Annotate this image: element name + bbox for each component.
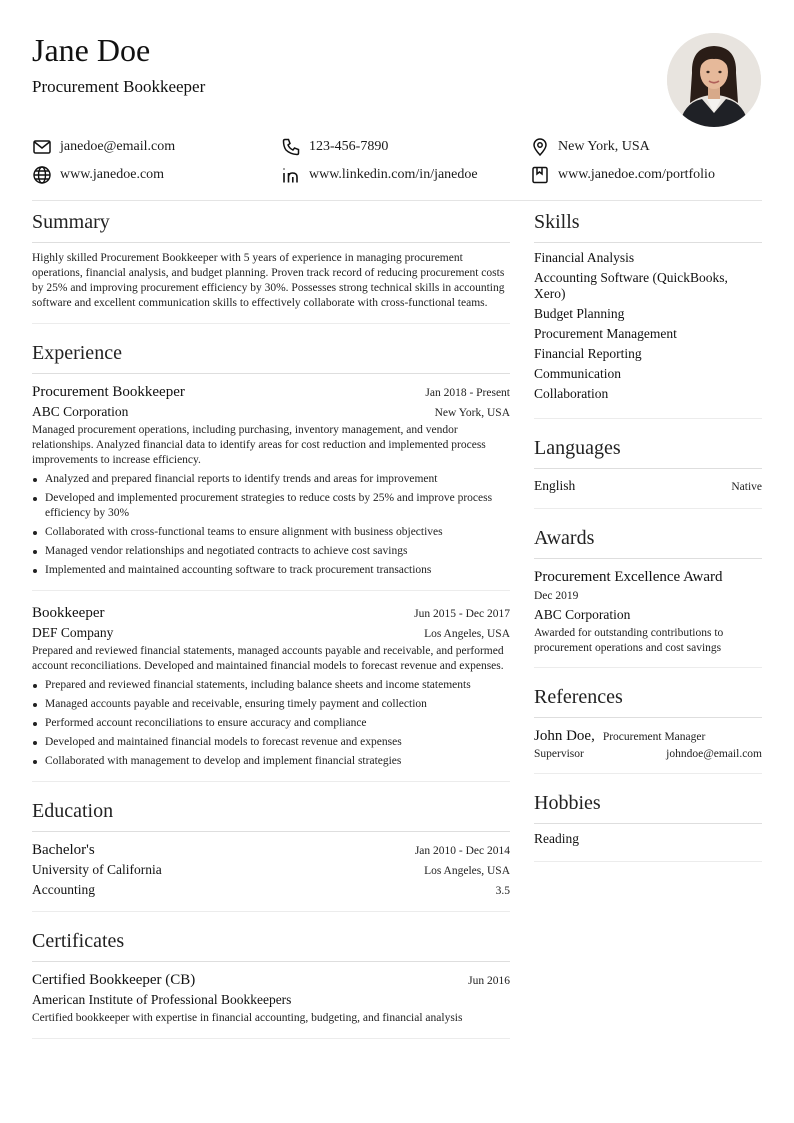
job-bullet: Analyzed and prepared financial reports to identify trends and areas for improvement <box>32 472 510 487</box>
linkedin-text: www.linkedin.com/in/janedoe <box>309 167 478 182</box>
skills-section <box>534 207 762 419</box>
summary-section <box>32 207 510 324</box>
certificates-section <box>32 926 510 1039</box>
globe-icon <box>32 165 52 185</box>
award-issuer: ABC Corporation <box>534 607 631 622</box>
job-entry <box>32 595 510 782</box>
job-bullet: Collaborated with management to develop and implement financial strategies <box>32 754 510 769</box>
header-divider <box>32 200 762 201</box>
references-section <box>534 682 762 774</box>
hobbies-list <box>534 824 762 861</box>
contact-phone[interactable] <box>281 137 388 157</box>
phone-text: 123-456-7890 <box>309 139 389 154</box>
skills-list <box>534 243 762 418</box>
reference-position: Procurement Manager <box>602 731 706 743</box>
job-role: Bookkeeper <box>32 605 105 621</box>
website-text: www.janedoe.com <box>60 167 165 182</box>
profile-photo-illustration <box>667 33 761 127</box>
language-level: Native <box>731 481 762 493</box>
skill-item: Procurement Management <box>534 326 677 341</box>
education-location: Los Angeles, USA <box>424 865 510 877</box>
certificates-heading: Certificates <box>32 926 510 962</box>
experience-heading: Experience <box>32 338 510 374</box>
degree: Bachelor's <box>32 842 95 858</box>
contact-info <box>32 135 762 189</box>
awards-heading: Awards <box>534 523 762 559</box>
job-bullets <box>32 678 510 781</box>
certificate-issuer: American Institute of Professional Bookkeepers <box>32 992 292 1007</box>
hobbies-heading: Hobbies <box>534 788 762 824</box>
left-column <box>32 207 510 1039</box>
contact-website[interactable] <box>32 165 164 185</box>
job-bullet: Managed vendor relationships and negotiated contracts to achieve cost savings <box>32 544 510 559</box>
job-bullet: Developed and implemented procurement strategies to reduce costs by 25% and improve process efficiency by 30% <box>32 491 510 521</box>
summary-text: Highly skilled Procurement Bookkeeper with 5 years of experience in managing procurement operations, financial analysis, and budget planning. Proven track record of reducing procurement costs by 25% and improving procurement efficiency by 30%. Possesses strong technical skills in accounting software and excellent communication skills to effectively collaborate with cross-functional teams. <box>32 252 505 309</box>
portfolio-icon <box>530 165 550 185</box>
job-bullet: Developed and maintained financial models to forecast revenue and expenses <box>32 735 510 750</box>
contact-location <box>530 137 650 157</box>
job-company: ABC Corporation <box>32 404 129 419</box>
school: University of California <box>32 862 162 877</box>
hobby-item: Reading <box>534 831 579 846</box>
phone-icon <box>281 137 301 157</box>
job-bullet: Performed account reconciliations to ensure accuracy and compliance <box>32 716 510 731</box>
contact-portfolio[interactable] <box>530 165 715 185</box>
certificate-description: Certified bookkeeper with expertise in financial accounting, budgeting, and financial analysis <box>32 1012 463 1024</box>
education-section <box>32 796 510 912</box>
awards-section <box>534 523 762 668</box>
languages-section <box>534 433 762 509</box>
job-dates: Jun 2015 - Dec 2017 <box>414 608 510 620</box>
experience-section <box>32 338 510 782</box>
references-heading: References <box>534 682 762 718</box>
skill-item: Communication <box>534 366 621 381</box>
award-name: Procurement Excellence Award <box>534 569 723 585</box>
field-of-study: Accounting <box>32 882 95 897</box>
job-bullet: Managed accounts payable and receivable, ensuring timely payment and collection <box>32 697 510 712</box>
job-location: New York, USA <box>434 407 510 419</box>
job-bullets <box>32 472 510 590</box>
reference-email[interactable]: johndoe@email.com <box>666 748 762 760</box>
job-bullet: Collaborated with cross-functional teams to ensure alignment with business objectives <box>32 525 510 540</box>
languages-heading: Languages <box>534 433 762 469</box>
portfolio-text: www.janedoe.com/portfolio <box>558 167 715 182</box>
reference-entry <box>534 718 762 773</box>
location-text: New York, USA <box>558 139 650 154</box>
skill-item: Financial Analysis <box>534 250 635 265</box>
education-heading: Education <box>32 796 510 832</box>
job-dates: Jan 2018 - Present <box>425 387 510 399</box>
skill-item: Budget Planning <box>534 306 625 321</box>
skills-heading: Skills <box>534 207 762 243</box>
skill-item: Financial Reporting <box>534 346 642 361</box>
job-role: Procurement Bookkeeper <box>32 384 185 400</box>
education-entry <box>32 832 510 911</box>
language-name: English <box>534 478 576 493</box>
certificate-date: Jun 2016 <box>468 975 510 987</box>
award-description: Awarded for outstanding contributions to procurement operations and cost savings <box>534 627 724 654</box>
candidate-name: Jane Doe <box>32 32 151 68</box>
linkedin-icon <box>281 165 301 185</box>
gpa: 3.5 <box>495 885 510 897</box>
job-location: Los Angeles, USA <box>424 628 510 640</box>
job-description: Prepared and reviewed financial statements, managed accounts payable and receivable, and performed account reconciliations. Developed and maintained financial models to forecast revenue and expenses. <box>32 645 504 672</box>
language-entry <box>534 469 762 508</box>
award-entry <box>534 559 762 667</box>
contact-email[interactable] <box>32 137 175 157</box>
summary-heading: Summary <box>32 207 510 243</box>
skill-item: Collaboration <box>534 386 609 401</box>
job-entry <box>32 374 510 591</box>
job-bullet: Prepared and reviewed financial statements, including balance sheets and income statements <box>32 678 510 693</box>
email-text: janedoe@email.com <box>60 139 176 154</box>
job-description: Managed procurement operations, including purchasing, inventory management, and vendor relationships. Analyzed financial data to identify areas for cost reduction and implemented process improvements to increase efficiency. <box>32 424 486 466</box>
certificate-entry <box>32 962 510 1038</box>
education-dates: Jan 2010 - Dec 2014 <box>414 845 510 857</box>
map-pin-icon <box>530 137 550 157</box>
certificate-name: Certified Bookkeeper (CB) <box>32 972 196 988</box>
contact-linkedin[interactable] <box>281 165 478 185</box>
profile-photo <box>667 33 761 127</box>
mail-icon <box>32 137 52 157</box>
skill-item: Accounting Software (QuickBooks, Xero) <box>534 270 728 301</box>
reference-relation: Supervisor <box>534 748 584 760</box>
candidate-title: Procurement Bookkeeper <box>32 77 206 96</box>
job-bullet: Implemented and maintained accounting software to track procurement transactions <box>32 563 510 578</box>
reference-name: John Doe, <box>534 728 595 744</box>
job-company: DEF Company <box>32 625 114 640</box>
right-column <box>534 207 762 862</box>
resume-page <box>32 0 762 1123</box>
hobbies-section <box>534 788 762 862</box>
award-date: Dec 2019 <box>534 590 579 602</box>
